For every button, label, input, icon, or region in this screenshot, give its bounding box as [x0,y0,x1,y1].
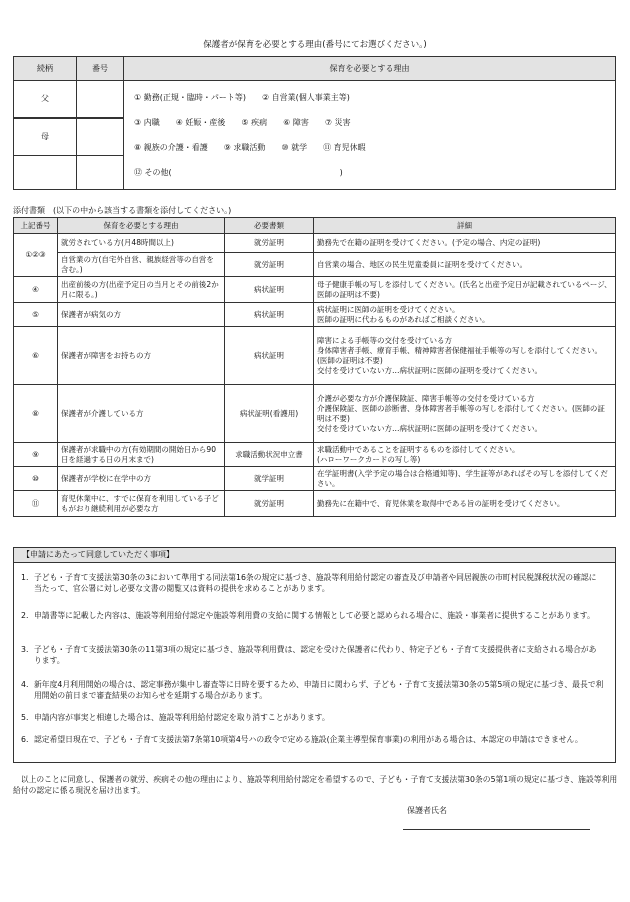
row-reason: 出産前後の方(出産予定日の当月とその前後2か月に限る。) [58,277,225,303]
relation-mother: 母 [14,118,77,155]
row-detail: 勤務先で在籍の証明を受けてください。(予定の場合、内定の証明) [314,234,616,253]
row-doc: 病状証明 [225,277,314,303]
father-number-field[interactable] [77,81,124,118]
page-title: 保護者が保育を必要とする理由(番号にてお選びください。) [203,40,427,50]
row-detail: 勤務先に在籍中で、育児休業を取得中である旨の証明を受けてください。 [314,491,616,517]
row-detail: 病状証明に医師の証明を受けてください。 医師の証明に代わるものがあればご相談ください。 [314,303,616,327]
notice-title: 【申請にあたって同意していただく事項】 [14,548,615,563]
row-doc: 就労証明 [225,253,314,277]
item-text: 申請書等に記載した内容は、施設等利用給付認定や施設等利用費の支給に関する情報として必要と認められる場合に、施設・事業者に提供することがあります。 [34,611,595,620]
closing-statement: 以上のことに同意し、保護者の就労、疾病その他の理由により、施設等利用給付認定を希望するので、子ども・子育て支援法第30条の5第1項の規定に基づき、施設等利用給付の認定に係る現況を届け出ます。 [13,775,618,795]
guardian-name-field[interactable] [403,829,590,830]
row-no: ⑩ [14,467,58,491]
row-reason: 保護者が求職中の方(有効期間の開始日から90日を経過する日の月末まで) [58,443,225,467]
col-no: 上記番号 [14,218,58,234]
reason-line: ③ 内職 ④ 妊娠・産後 ⑤ 疾病 ⑥ 障害 ⑦ 災害 [134,118,351,127]
col-reason: 保育を必要とする理由 [58,218,225,234]
row-no: ①②③ [14,234,58,277]
item-text: 申請内容が事実と相違した場合は、施設等利用給付認定を取り消すことがあります。 [34,713,330,722]
row-detail: 母子健康手帳の写しを添付してください。(氏名と出産予定日が記載されているページ、医師の証明は不要) [314,277,616,303]
row-detail: 自営業の場合、地区の民生児童委員に証明を受けてください。 [314,253,616,277]
item-number: 2. [21,611,29,620]
col-detail: 詳細 [314,218,616,234]
consent-notice [13,547,616,763]
row-reason: 保護者が病気の方 [58,303,225,327]
row-reason: 保護者が介護している方 [58,385,225,443]
item-number: 6. [21,735,29,744]
row-no: ⑥ [14,327,58,385]
row-reason: 就労されている方(月48時間以上) [58,234,225,253]
col-number: 番号 [77,57,124,81]
notice-item [21,734,604,745]
row-no: ⑪ [14,491,58,517]
col-reason: 保育を必要とする理由 [124,57,616,81]
reason-line: ① 勤務(正規・臨時・パート等) ② 自営業(個人事業主等) [134,93,350,102]
row-no: ⑧ [14,385,58,443]
reason-line: ⑧ 親族の介護・看護 ⑨ 求職活動 ⑩ 就学 ⑪ 育児休暇 [134,143,366,152]
item-text: 新年度4月利用開始の場合は、認定事務が集中し審査等に日時を要するため、申請日に関わらず、子ども・子育て支援法第30条の5第5項の規定に基づき、最長で利用開始の前日まで審査結果のお知らせを延期する場合があります。 [34,680,604,700]
row-no: ⑤ [14,303,58,327]
reason-line: ⑫ その他( ) [134,168,343,177]
row-no: ④ [14,277,58,303]
row-doc: 就学証明 [225,467,314,491]
row-reason: 保護者が障害をお持ちの方 [58,327,225,385]
row-doc: 就労証明 [225,234,314,253]
notice-item [21,679,604,701]
row-reason: 育児休業中に、すでに保育を利用している子どもがおり継続利用が必要な方 [58,491,225,517]
attachments-table [13,217,616,517]
item-number: 5. [21,713,29,722]
relation-father: 父 [14,81,77,118]
row-reason: 自営業の方(自宅外自営、親族経営等の自営を含む。) [58,253,225,277]
mother-number-field[interactable] [77,118,124,155]
notice-item [21,712,604,723]
row-doc: 求職活動状況申立書 [225,443,314,467]
row-detail: 求職活動中であることを証明するものを添付してください。 (ハローワークカードの写し等) [314,443,616,467]
row-detail: 障害による手帳等の交付を受けている方 身体障害者手帳、療育手帳、精神障害者保健福祉手帳等の写しを添付してください。(医師の証明は不要) 交付を受けていない方…病状証明に医師の証明を受けてください。 [314,327,616,385]
row-doc: 就労証明 [225,491,314,517]
notice-item [21,644,604,666]
item-number: 1. [21,573,29,582]
col-doc: 必要書類 [225,218,314,234]
row-no: ⑨ [14,443,58,467]
row-doc: 病状証明 [225,303,314,327]
notice-item [21,572,604,594]
reason-table [13,56,616,190]
item-text: 子ども・子育て支援法第30条の3において準用する同法第16条の規定に基づき、施設等利用給付認定の審査及び申請者や同居親族の市町村民税課税状況の確認に当たって、官公署に対し必要な文書の閲覧又は資料の提供を求めることがあります。 [34,573,597,593]
item-text: 子ども・子育て支援法第30条の11第3項の規定に基づき、施設等利用費は、認定を受けた保護者に代わり、特定子ども・子育て支援提供者に支給される場合があります。 [34,645,597,665]
row-detail: 介護が必要な方が介護保険証、障害手帳等の交付を受けている方 介護保険証、医師の診断書、身体障害者手帳等の写しを添付してください。(医師の証明は不要) 交付を受けていない方…病状証明に医師の証明を受けてください。 [314,385,616,443]
row-detail: 在学証明書(入学予定の場合は合格通知等)、学生証等があればその写しを添付してください。 [314,467,616,491]
reason-list [124,81,616,190]
item-text: 認定希望日現在で、子ども・子育て支援法第7条第10項第4号ハの政令で定める施設(企業主導型保育事業)の利用がある場合は、本認定の申請はできません。 [34,735,583,744]
attachments-heading: 添付書類 (以下の中から該当する書類を添付してください。) [13,206,232,215]
row-doc: 病状証明 [225,327,314,385]
row-doc: 病状証明(看護用) [225,385,314,443]
item-number: 3. [21,645,29,654]
row-reason: 保護者が学校に在学中の方 [58,467,225,491]
item-number: 4. [21,680,29,689]
notice-item [21,610,604,621]
guardian-name-label: 保護者氏名 [407,806,447,815]
col-relation: 続柄 [14,57,77,81]
